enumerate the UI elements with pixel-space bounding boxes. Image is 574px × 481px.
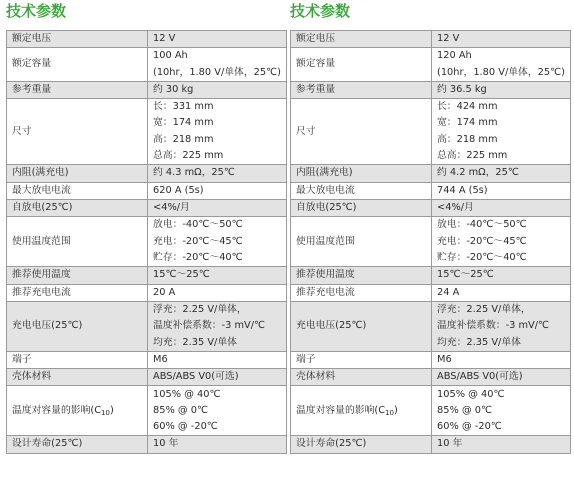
spec-value-line: 10 年 bbox=[437, 438, 463, 450]
spec-value bbox=[432, 81, 571, 98]
spec-value bbox=[432, 284, 571, 301]
spec-value-line: 放电：-40℃～50℃ bbox=[437, 219, 527, 231]
spec-row bbox=[7, 81, 287, 98]
spec-row bbox=[291, 217, 571, 267]
spec-row bbox=[291, 369, 571, 386]
spec-label-text: 温度对容量的影响(C bbox=[296, 404, 386, 416]
spec-value bbox=[148, 31, 287, 48]
spec-row bbox=[291, 284, 571, 301]
spec-label bbox=[7, 217, 148, 267]
spec-value-line: 85% @ 0℃ bbox=[437, 404, 493, 416]
spec-value bbox=[148, 99, 287, 165]
spec-row bbox=[7, 301, 287, 351]
spec-label bbox=[7, 369, 148, 386]
spec-value-line: 105% @ 40℃ bbox=[153, 388, 221, 400]
spec-value-line: 24 A bbox=[437, 286, 460, 298]
spec-label-text: 最大放电电流 bbox=[12, 184, 71, 196]
spec-label bbox=[291, 351, 432, 368]
spec-label bbox=[7, 386, 148, 436]
spec-value-line: 浮充：2.25 V/单体， bbox=[437, 303, 531, 315]
spec-value-line: (10hr，1.80 V/单体，25℃) bbox=[437, 66, 565, 78]
spec-row bbox=[291, 48, 571, 82]
spec-value bbox=[432, 99, 571, 165]
spec-label-text: 充电电压(25℃) bbox=[296, 320, 367, 332]
spec-value-line: 放电：-40℃～50℃ bbox=[153, 219, 243, 231]
spec-table bbox=[290, 30, 571, 454]
spec-label bbox=[291, 369, 432, 386]
spec-value-line: ABS/ABS V0(可选) bbox=[437, 371, 523, 383]
spec-table bbox=[6, 30, 287, 454]
spec-value-line: 约 4.3 mΩ，25℃ bbox=[153, 167, 235, 179]
spec-label bbox=[291, 81, 432, 98]
spec-row bbox=[7, 267, 287, 284]
spec-row bbox=[291, 436, 571, 453]
spec-row bbox=[291, 199, 571, 216]
spec-value-line: 15℃～25℃ bbox=[153, 269, 210, 281]
spec-value bbox=[148, 48, 287, 82]
spec-label bbox=[291, 99, 432, 165]
spec-value bbox=[432, 301, 571, 351]
spec-label bbox=[291, 267, 432, 284]
spec-value bbox=[148, 217, 287, 267]
spec-label-text: 额定容量 bbox=[296, 58, 336, 70]
spec-label bbox=[291, 31, 432, 48]
spec-label-text: 壳体材料 bbox=[296, 371, 336, 383]
spec-value bbox=[148, 182, 287, 199]
spec-panel-left bbox=[6, 0, 288, 454]
spec-row bbox=[7, 165, 287, 182]
spec-value bbox=[432, 182, 571, 199]
spec-value-line: 贮存：-20℃～40℃ bbox=[437, 251, 527, 263]
spec-value-line: 总高：225 mm bbox=[437, 150, 508, 162]
spec-label-text: 充电电压(25℃) bbox=[12, 320, 83, 332]
spec-label bbox=[7, 199, 148, 216]
spec-row bbox=[7, 48, 287, 82]
spec-label bbox=[7, 99, 148, 165]
spec-label bbox=[7, 267, 148, 284]
spec-value-line: 15℃～25℃ bbox=[437, 269, 494, 281]
spec-value-line: 约 4.2 mΩ，25℃ bbox=[437, 167, 519, 179]
spec-value-line: 高：218 mm bbox=[153, 133, 214, 145]
spec-row bbox=[7, 217, 287, 267]
spec-row bbox=[291, 351, 571, 368]
spec-value-line: 充电：-20℃～45℃ bbox=[153, 235, 243, 247]
spec-row bbox=[291, 386, 571, 436]
spec-value-line: 20 A bbox=[153, 286, 176, 298]
spec-value-line: 宽：174 mm bbox=[153, 117, 214, 129]
spec-label-text: 设计寿命(25℃) bbox=[12, 438, 83, 450]
spec-value-line: 60% @ -20℃ bbox=[153, 421, 218, 433]
spec-row bbox=[291, 182, 571, 199]
spec-value bbox=[148, 199, 287, 216]
spec-value-line: M6 bbox=[153, 353, 168, 365]
spec-value-line: 温度补偿系数：-3 mV/℃ bbox=[437, 320, 550, 332]
spec-label bbox=[291, 48, 432, 82]
spec-value-line: <4%/月 bbox=[153, 201, 190, 213]
spec-label bbox=[291, 284, 432, 301]
spec-label-text: 推荐充电电流 bbox=[12, 286, 71, 298]
spec-row bbox=[7, 182, 287, 199]
spec-label-text: 推荐使用温度 bbox=[12, 269, 71, 281]
spec-value bbox=[148, 81, 287, 98]
spec-value-line: 总高：225 mm bbox=[153, 150, 224, 162]
spec-row bbox=[7, 369, 287, 386]
spec-row bbox=[291, 165, 571, 182]
spec-label bbox=[7, 48, 148, 82]
spec-value bbox=[148, 386, 287, 436]
spec-row bbox=[7, 31, 287, 48]
spec-value-line: 均充：2.35 V/单体 bbox=[437, 336, 521, 348]
spec-label-text: 端子 bbox=[12, 353, 32, 365]
spec-label bbox=[7, 81, 148, 98]
spec-label bbox=[291, 386, 432, 436]
spec-value-line: 12 V bbox=[437, 33, 460, 44]
spec-value-line: 充电：-20℃～45℃ bbox=[437, 235, 527, 247]
spec-label bbox=[7, 182, 148, 199]
spec-label-tail: ) bbox=[109, 404, 114, 416]
spec-value-line: ABS/ABS V0(可选) bbox=[153, 371, 239, 383]
spec-row bbox=[291, 99, 571, 165]
spec-label-text: 推荐充电电流 bbox=[296, 286, 355, 298]
spec-label bbox=[7, 165, 148, 182]
spec-label-subscript: 10 bbox=[385, 408, 394, 417]
spec-label bbox=[291, 182, 432, 199]
spec-row bbox=[7, 351, 287, 368]
spec-label bbox=[7, 31, 148, 48]
spec-label-text: 内阻(满充电) bbox=[296, 167, 353, 179]
spec-row bbox=[291, 81, 571, 98]
spec-label-text: 设计寿命(25℃) bbox=[296, 438, 367, 450]
spec-label-subscript: 10 bbox=[101, 408, 110, 417]
spec-value bbox=[432, 48, 571, 82]
spec-value-line: M6 bbox=[437, 353, 452, 365]
spec-label bbox=[291, 199, 432, 216]
spec-value-line: 60% @ -20℃ bbox=[437, 421, 502, 433]
spec-label-text: 额定电压 bbox=[12, 33, 52, 44]
spec-label bbox=[7, 284, 148, 301]
spec-value-line: 均充：2.35 V/单体 bbox=[153, 336, 237, 348]
spec-value bbox=[148, 436, 287, 453]
spec-value bbox=[432, 351, 571, 368]
spec-label-text: 内阻(满充电) bbox=[12, 167, 69, 179]
spec-value bbox=[432, 436, 571, 453]
spec-label-text: 温度对容量的影响(C bbox=[12, 404, 102, 416]
spec-row bbox=[291, 301, 571, 351]
spec-label-text: 使用温度范围 bbox=[12, 235, 71, 247]
spec-value bbox=[432, 199, 571, 216]
spec-value-line: 温度补偿系数：-3 mV/℃ bbox=[153, 320, 266, 332]
spec-label-text: 自放电(25℃) bbox=[12, 201, 73, 213]
spec-label bbox=[7, 351, 148, 368]
spec-row bbox=[7, 99, 287, 165]
spec-row bbox=[7, 284, 287, 301]
spec-label-text: 尺寸 bbox=[296, 125, 316, 137]
spec-label-text: 额定容量 bbox=[12, 58, 52, 70]
spec-value-line: <4%/月 bbox=[437, 201, 474, 213]
spec-value bbox=[148, 301, 287, 351]
spec-value bbox=[148, 267, 287, 284]
spec-value-line: 12 V bbox=[153, 33, 176, 44]
spec-label-text: 参考重量 bbox=[12, 83, 52, 95]
spec-label bbox=[7, 436, 148, 453]
spec-value bbox=[432, 217, 571, 267]
spec-label-text: 尺寸 bbox=[12, 125, 32, 137]
spec-label-text: 参考重量 bbox=[296, 83, 336, 95]
spec-value bbox=[148, 284, 287, 301]
spec-value-line: 高：218 mm bbox=[437, 133, 498, 145]
spec-label-text: 壳体材料 bbox=[12, 371, 52, 383]
spec-label-text: 使用温度范围 bbox=[296, 235, 355, 247]
spec-value-line: 120 Ah bbox=[437, 50, 472, 62]
spec-label bbox=[7, 301, 148, 351]
spec-value bbox=[432, 267, 571, 284]
spec-value bbox=[432, 165, 571, 182]
spec-label bbox=[291, 217, 432, 267]
spec-row bbox=[7, 436, 287, 453]
spec-value bbox=[432, 369, 571, 386]
spec-value-line: 85% @ 0℃ bbox=[153, 404, 209, 416]
spec-value bbox=[148, 165, 287, 182]
spec-label-text: 额定电压 bbox=[296, 33, 336, 44]
spec-value-line: 105% @ 40℃ bbox=[437, 388, 505, 400]
spec-value-line: 长：424 mm bbox=[437, 101, 498, 113]
spec-label bbox=[291, 436, 432, 453]
spec-label-tail: ) bbox=[393, 404, 398, 416]
spec-value-line: 浮充：2.25 V/单体， bbox=[153, 303, 247, 315]
spec-label-text: 推荐使用温度 bbox=[296, 269, 355, 281]
spec-value bbox=[432, 31, 571, 48]
spec-value bbox=[432, 386, 571, 436]
spec-row bbox=[7, 386, 287, 436]
spec-value-line: 620 A (5s) bbox=[153, 184, 204, 196]
spec-row bbox=[7, 199, 287, 216]
spec-value bbox=[148, 351, 287, 368]
spec-value-line: 744 A (5s) bbox=[437, 184, 488, 196]
spec-value bbox=[148, 369, 287, 386]
panel-title: 技术参数 bbox=[6, 2, 67, 20]
spec-label-text: 端子 bbox=[296, 353, 316, 365]
spec-label bbox=[291, 301, 432, 351]
spec-value-line: (10hr，1.80 V/单体，25℃) bbox=[153, 66, 281, 78]
spec-value-line: 10 年 bbox=[153, 438, 179, 450]
spec-value-line: 约 36.5 kg bbox=[437, 83, 487, 95]
spec-label-text: 最大放电电流 bbox=[296, 184, 355, 196]
spec-panel-right bbox=[290, 0, 572, 454]
spec-value-line: 贮存：-20℃～40℃ bbox=[153, 251, 243, 263]
spec-label bbox=[291, 165, 432, 182]
spec-value-line: 100 Ah bbox=[153, 50, 188, 62]
spec-value-line: 宽：174 mm bbox=[437, 117, 498, 129]
spec-label-text: 自放电(25℃) bbox=[296, 201, 357, 213]
spec-value-line: 长：331 mm bbox=[153, 101, 214, 113]
spec-value-line: 约 30 kg bbox=[153, 83, 194, 95]
spec-row bbox=[291, 31, 571, 48]
spec-row bbox=[291, 267, 571, 284]
panel-title: 技术参数 bbox=[290, 2, 351, 20]
